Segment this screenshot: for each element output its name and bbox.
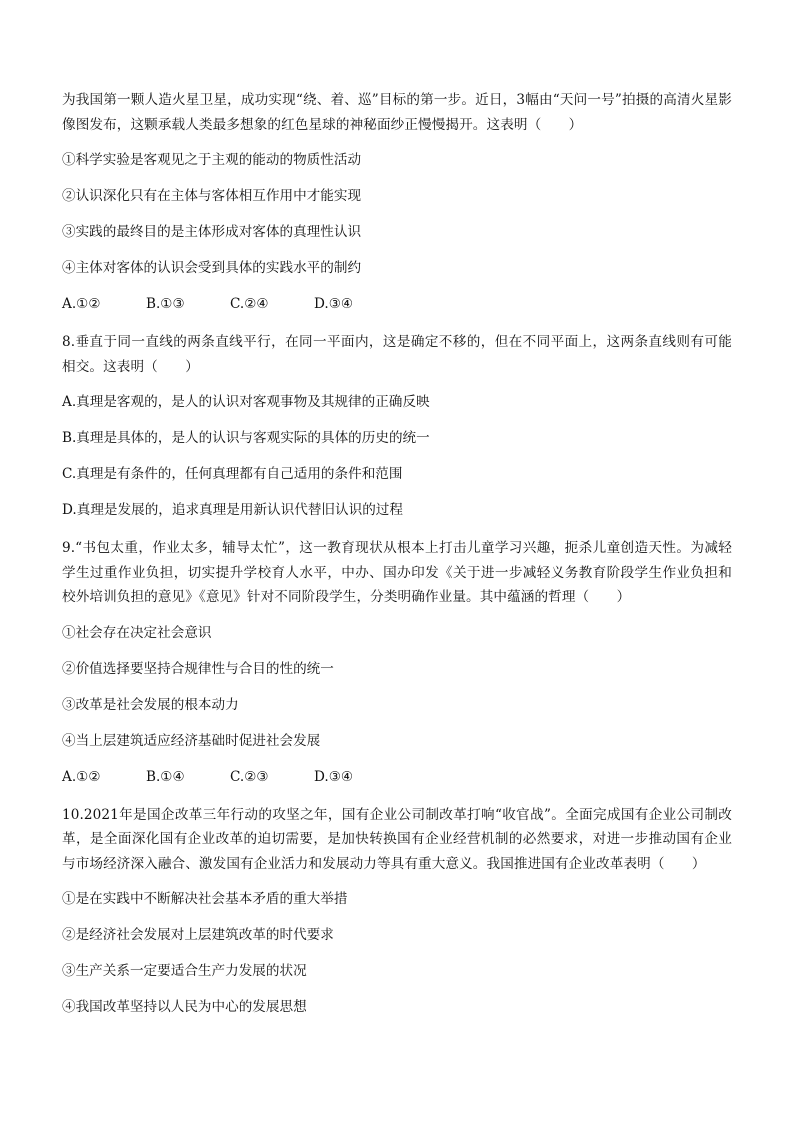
q7-stem: 为我国第一颗人造火星卫星，成功实现“绕、着、巡”目标的第一步。近日，3幅由“天问一号”拍摄的高清火星影像图发布，这颗承载人类最多想象的红色星球的神秘面纱正慢慢揭开。这表明（ ） (62, 92, 732, 133)
q10-option-1: ①是在实践中不断解决社会基本矛盾的重大举措 (62, 891, 348, 907)
q8-option-d: D.真理是发展的，追求真理是用新认识代替旧认识的过程 (62, 502, 403, 518)
q8-option-b: B.真理是具体的，是人的认识与客观实际的具体的历史的统一 (62, 430, 430, 446)
q7-choice-d: D.③④ (314, 296, 354, 312)
q9-option-2: ②价值选择要坚持合规律性与合目的性的统一 (62, 660, 334, 677)
q10-stem: 10.2021年是国企改革三年行动的攻坚之年，国有企业公司制改革打响“收官战”。全面完成国有企业公司制改革，是全面深化国有企业改革的迫切需要，是加快转换国有企业经营机制的必然要求，对进一步推动国有企业与市场经济深入融合、激发国有企业活力和发展动力等具有重大意义。我国推进国有企业改革表明（ ） (62, 806, 732, 872)
q9-choice-d: D.③④ (314, 768, 354, 785)
q7-answer-choices (62, 294, 732, 314)
q9-choice-c: C.②③ (230, 768, 269, 785)
q9-option-1: ①社会存在决定社会意识 (62, 624, 212, 641)
q7-option-4: ④主体对客体的认识会受到具体的实践水平的制约 (62, 260, 362, 276)
q10-option-2: ②是经济社会发展对上层建筑改革的时代要求 (62, 927, 334, 943)
q7-choice-a: A.①② (62, 296, 101, 312)
q9-choice-b: B.①④ (146, 768, 185, 785)
q8-option-c: C.真理是有条件的，任何真理都有自己适用的条件和范围 (62, 466, 403, 482)
q7-option-3: ③实践的最终目的是主体形成对客体的真理性认识 (62, 224, 362, 240)
q9-stem: 9.“书包太重，作业太多，辅导太忙”，这一教育现状从根本上打击儿童学习兴趣，扼杀儿童创造天性。为减轻学生过重作业负担，切实提升学校育人水平，中办、国办印发《关于进一步减轻义务教育阶段学生作业负担和校外培训负担的意见》《意见》针对不同阶段学生，分类明确作业量。其中蕴涵的哲理（ ） (62, 540, 732, 605)
q7-option-1: ①科学实验是客观见之于主观的能动的物质性活动 (62, 152, 362, 168)
q9-answer-choices (62, 767, 732, 787)
q8-stem: 8.垂直于同一直线的两条直线平行，在同一平面内，这是确定不移的，但在不同平面上，这两条直线则有可能相交。这表明（ ） (62, 334, 732, 375)
q7-choice-b: B.①③ (146, 296, 185, 312)
q7-choice-c: C.②④ (230, 296, 269, 312)
q8-option-a: A.真理是客观的，是人的认识对客观事物及其规律的正确反映 (62, 394, 430, 410)
document-page (62, 88, 732, 1017)
q9-option-4: ④当上层建筑适应经济基础时促进社会发展 (62, 732, 321, 749)
q10-option-3: ③生产关系一定要适合生产力发展的状况 (62, 963, 307, 979)
q10-option-4: ④我国改革坚持以人民为中心的发展思想 (62, 999, 307, 1015)
q7-option-2: ②认识深化只有在主体与客体相互作用中才能实现 (62, 188, 362, 204)
q9-choice-a: A.①② (62, 768, 101, 785)
q9-option-3: ③改革是社会发展的根本动力 (62, 696, 239, 713)
